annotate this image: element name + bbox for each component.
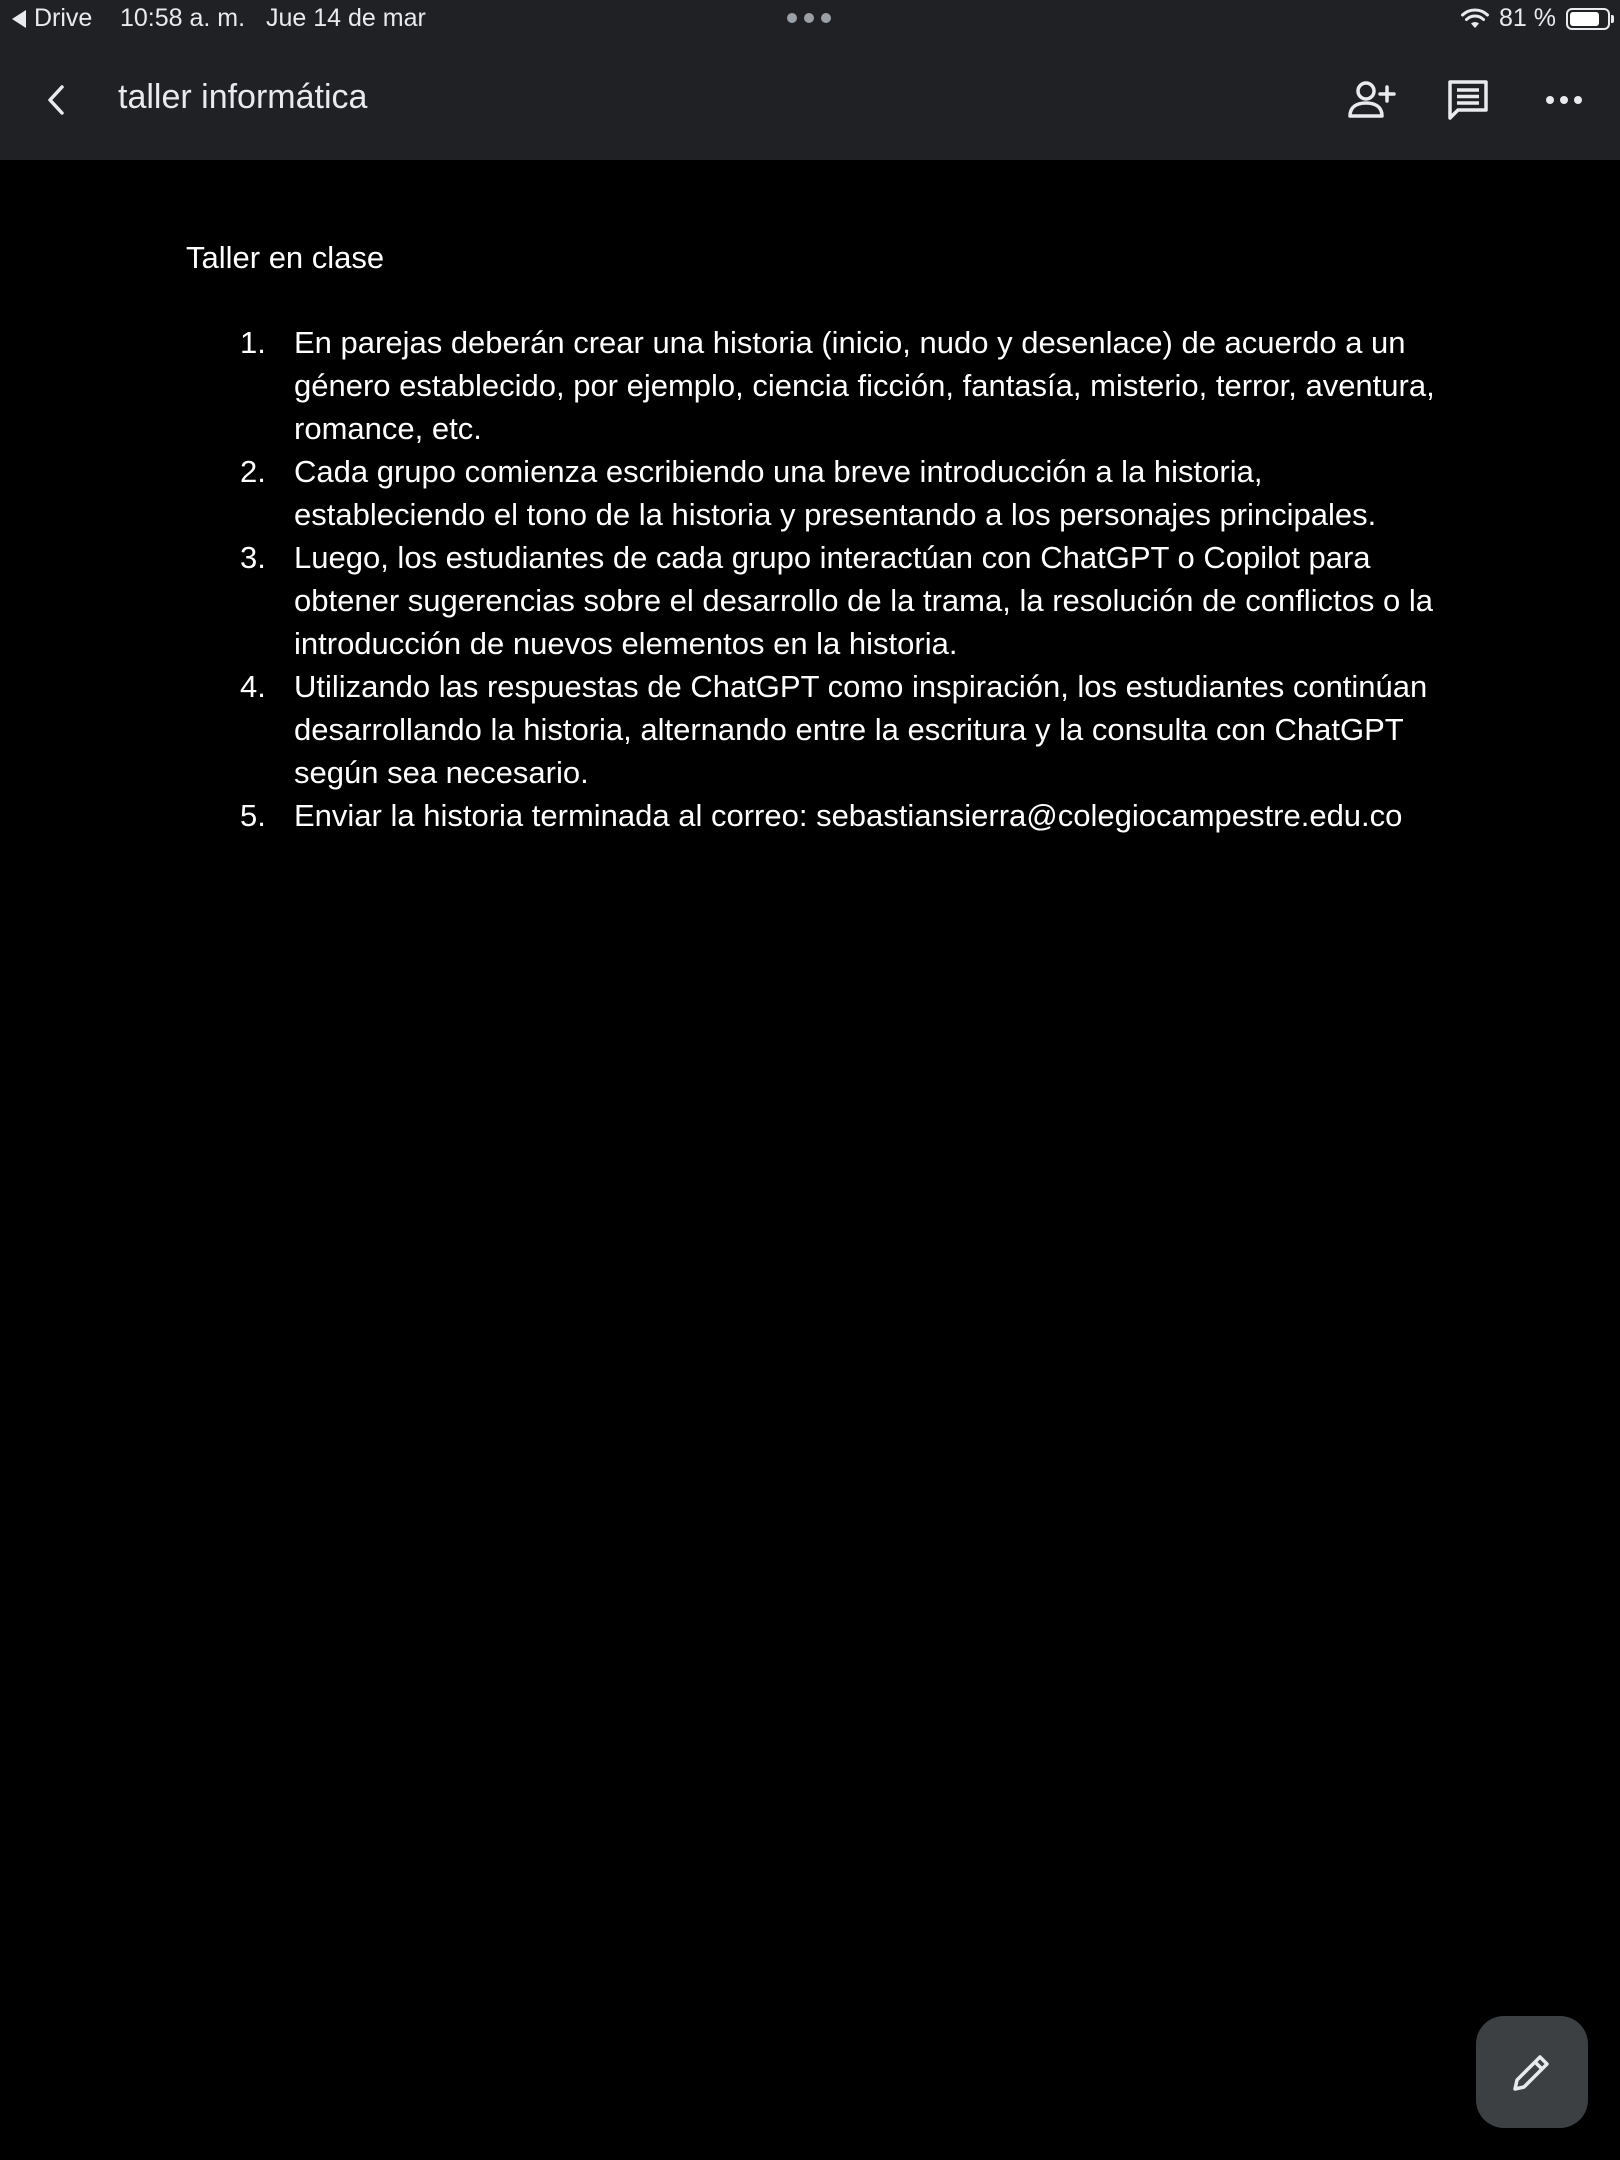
list-item-number: 3. [240, 540, 266, 575]
list-item-number: 2. [240, 454, 266, 489]
app-bar [0, 40, 1620, 160]
list-item [186, 536, 1456, 665]
list-item-text: Cada grupo comienza escribiendo una breve introducción a la historia, estableciendo el tono de la historia y presentando a los personajes principales. [294, 454, 1377, 532]
list-item [186, 450, 1456, 536]
list-item-number: 4. [240, 669, 266, 704]
wifi-icon [1461, 8, 1489, 30]
back-app-label: Drive [34, 4, 93, 32]
back-triangle-icon [12, 10, 26, 28]
instructions-list [186, 321, 1456, 837]
more-options-button[interactable] [1529, 65, 1599, 135]
comment-button[interactable] [1433, 65, 1503, 135]
document-title: taller informática [118, 78, 368, 116]
list-item-number: 1. [240, 325, 266, 360]
list-item-text: En parejas deberán crear una historia (inicio, nudo y desenlace) de acuerdo a un género establecido, por ejemplo, ciencia ficción, fantasía, misterio, terror, aventura, romance, etc. [294, 325, 1435, 446]
person-add-icon [1346, 79, 1396, 121]
list-item-number: 5. [240, 798, 266, 833]
list-item [186, 665, 1456, 794]
list-item-text: Luego, los estudiantes de cada grupo interactúan con ChatGPT o Copilot para obtener sugerencias sobre el desarrollo de la trama, la resolución de conflictos o la introducción de nuevos elementos en la historia. [294, 540, 1434, 661]
status-right-group [1461, 4, 1610, 33]
status-time: 10:58 a. m. [120, 4, 246, 32]
share-button[interactable] [1336, 65, 1406, 135]
back-to-app-link[interactable] [12, 4, 92, 33]
list-item-text: Enviar la historia terminada al correo: sebastiansierra@colegiocampestre.edu.co [294, 798, 1403, 833]
back-button[interactable] [22, 65, 92, 135]
edit-fab-button[interactable] [1476, 2016, 1588, 2128]
list-item-text: Utilizando las respuestas de ChatGPT como inspiración, los estudiantes continúan desarrollando la historia, alternando entre la escritura y la consulta con ChatGPT según sea necesario. [294, 669, 1428, 790]
multitasking-dots-icon[interactable] [787, 13, 831, 23]
status-date: Jue 14 de mar [266, 4, 426, 32]
list-item [186, 321, 1456, 450]
chevron-left-icon [37, 80, 77, 120]
pencil-icon [1507, 2047, 1557, 2097]
status-bar [0, 0, 1620, 40]
document-heading: Taller en clase [186, 240, 385, 275]
more-horizontal-icon [1544, 94, 1584, 106]
battery-percent: 81 % [1499, 4, 1556, 32]
list-item [186, 794, 1456, 837]
comment-icon [1445, 77, 1491, 123]
battery-icon [1566, 8, 1610, 30]
document-body[interactable] [186, 236, 1456, 837]
